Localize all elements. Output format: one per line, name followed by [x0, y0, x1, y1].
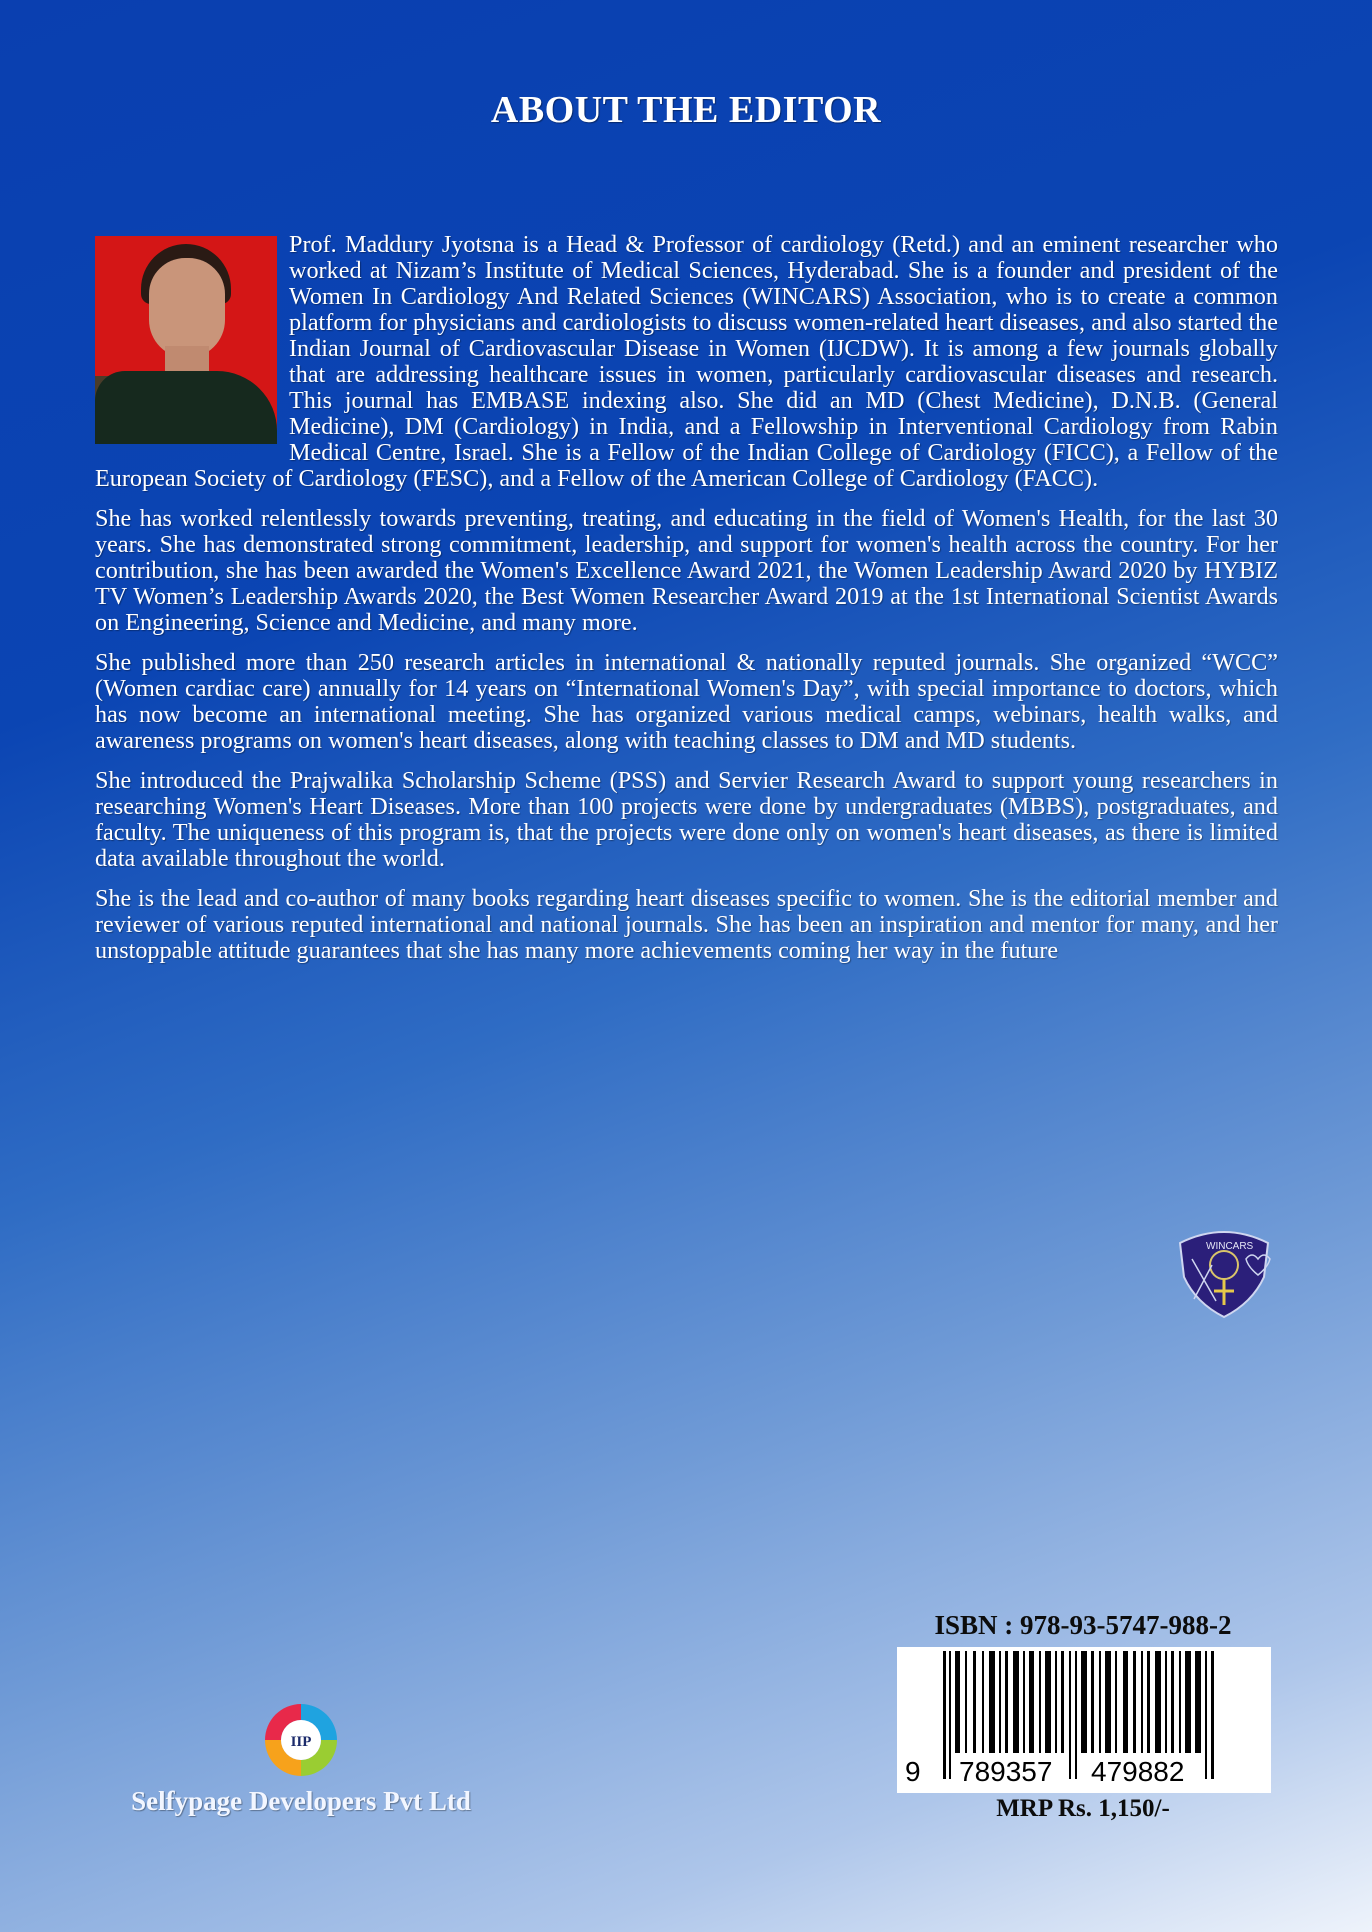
isbn-label: ISBN : 978-93-5747-988-2: [934, 1610, 1232, 1640]
bio-paragraph-1: Prof. Maddury Jyotsna is a Head & Professor of cardiology (Retd.) and an eminent researcher who worked at Nizam’s Institute of Medical Sciences, Hyderabad. She is a founder and president of the Women In Cardiology And Related Sciences (WINCARS) Association, who is to create a common platform for physicians and cardiologists to discuss women-related heart diseases, and also started the Indian Journal of Cardiovascular Disease in Women (IJCDW). It is among a few journals globally that are addressing healthcare issues in women, particularly cardiovascular diseases and research. This journal has EMBASE indexing also. She did an MD (Chest Medicine), D.N.B. (General Medicine), DM (Cardiology) in India, and a Fellowship in Interventional Cardiology from Rabin Medical Centre, Israel. She is a Fellow of the Indian College of Cardiology (FICC), a Fellow of the European Society of Cardiology (FESC), and a Fellow of the American College of Cardiology (FACC).: [95, 231, 1278, 492]
iip-logo-icon: [261, 1700, 341, 1780]
isbn-barcode: [897, 1647, 1271, 1793]
svg-text:9: 9: [905, 1756, 921, 1787]
bio-paragraph-3: She published more than 250 research articles in international & nationally reputed journals. She organized “WCC” (Women cardiac care) annually for 14 years on “International Women's Day”, with special importance to doctors, which has now become an international meeting. She has organized various medical camps, webinars, health walks, and awareness programs on women's heart diseases, along with teaching classes to DM and MD students.: [95, 649, 1278, 754]
svg-text:479882: 479882: [1091, 1756, 1185, 1787]
publisher-name: Selfypage Developers Pvt Ltd: [131, 1786, 471, 1816]
editor-bio: [95, 232, 1278, 978]
svg-text:WINCARS: WINCARS: [1206, 1241, 1254, 1252]
price-label: MRP Rs. 1,150/-: [996, 1795, 1170, 1822]
svg-text:789357: 789357: [959, 1756, 1053, 1787]
bio-paragraph-2: She has worked relentlessly towards preventing, treating, and educating in the field of Women's Health, for the last 30 years. She has demonstrated strong commitment, leadership, and support for women's health across the country. For her contribution, she has been awarded the Women's Excellence Award 2021, the Women Leadership Award 2020 by HYBIZ TV Women’s Leadership Awards 2020, the Best Women Researcher Award 2019 at the 1st International Scientist Awards on Engineering, Science and Medicine, and many more.: [95, 505, 1278, 636]
bio-paragraph-5: She is the lead and co-author of many books regarding heart diseases specific to women. She is the editorial member and reviewer of various reputed international and national journals. She has been an inspiration and mentor for many, and her unstoppable attitude guarantees that she has many more achievements coming her way in the future: [95, 885, 1278, 964]
svg-text:IIP: IIP: [290, 1734, 312, 1750]
publisher: [96, 1700, 506, 1817]
editor-photo: [95, 236, 277, 444]
isbn-block: [897, 1610, 1269, 1823]
page-title: ABOUT THE EDITOR: [490, 89, 882, 131]
bio-paragraph-4: She introduced the Prajwalika Scholarship Scheme (PSS) and Servier Research Award to support young researchers in researching Women's Heart Diseases. More than 100 projects were done by undergraduates (MBBS), postgraduates, and faculty. The uniqueness of this program is, that the projects were done only on women's heart diseases, as there is limited data available throughout the world.: [95, 767, 1278, 872]
wincars-shield-icon: [1172, 1225, 1276, 1319]
